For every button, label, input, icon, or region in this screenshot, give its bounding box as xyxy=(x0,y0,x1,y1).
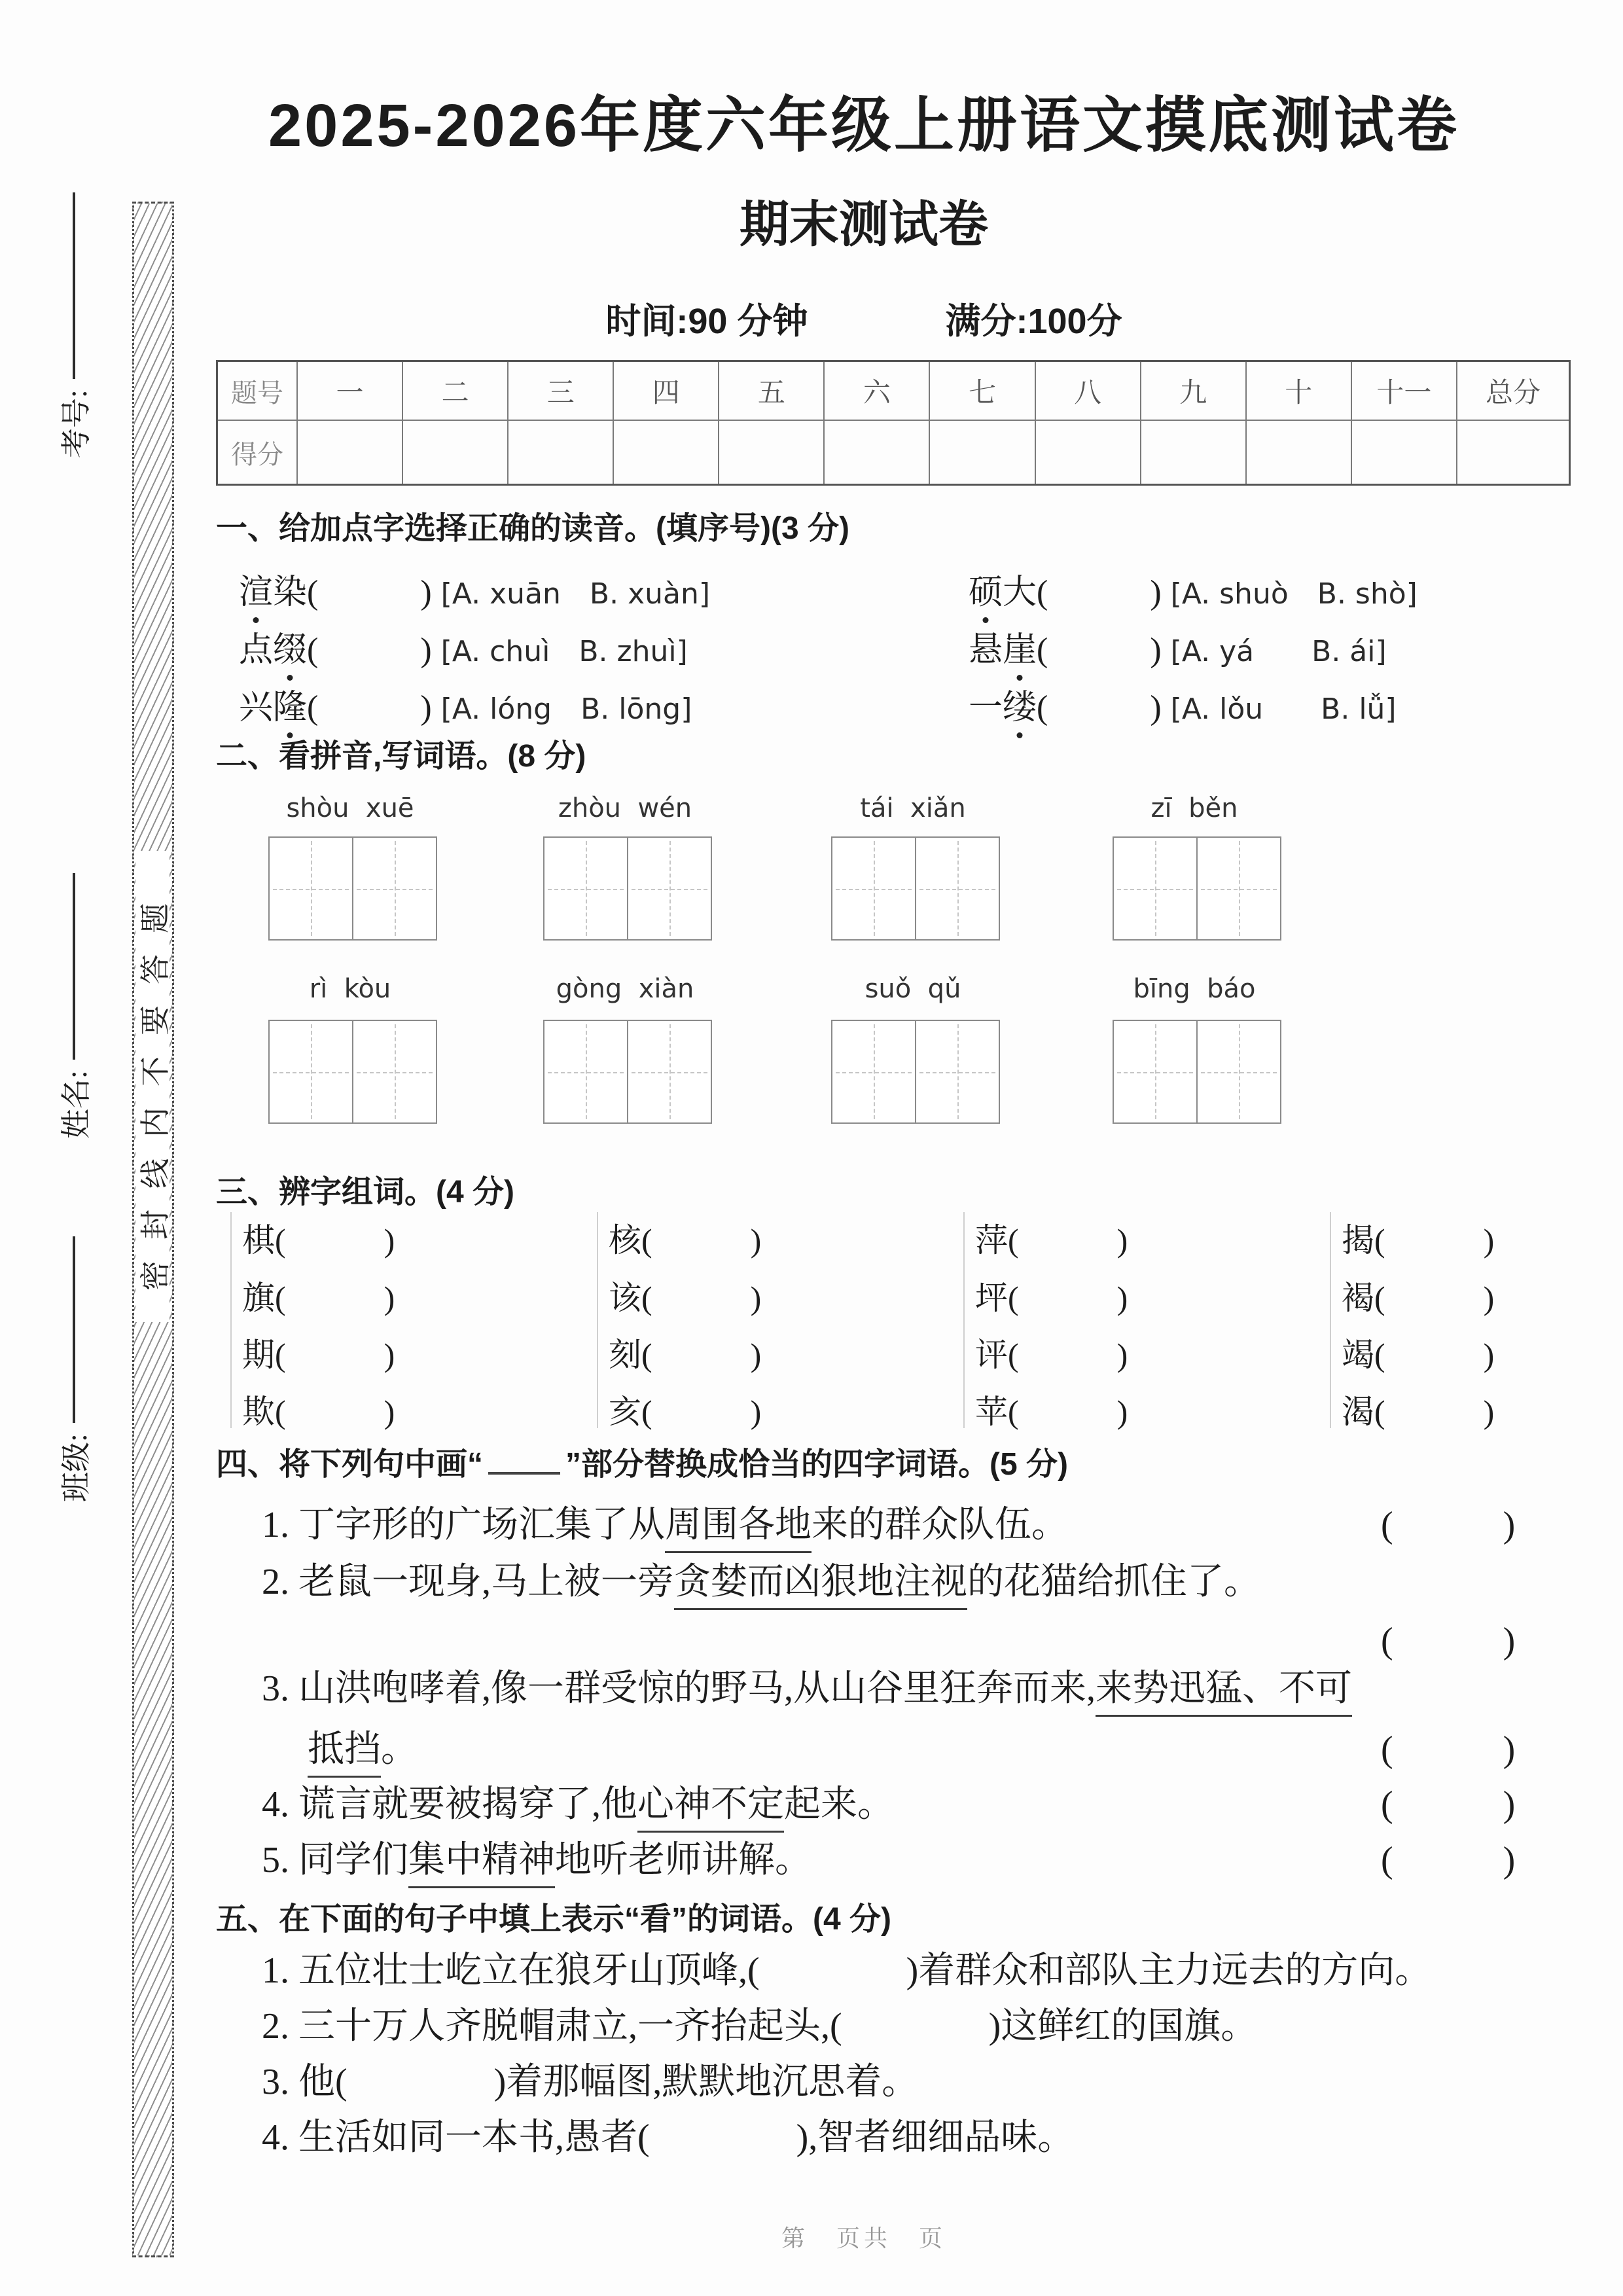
writing-cell[interactable] xyxy=(1198,1020,1281,1124)
q3-cell: 棋( ) xyxy=(242,1222,395,1259)
writing-grid xyxy=(831,836,1000,941)
q1-options: [A. yá B. ái] xyxy=(1170,635,1387,668)
writing-cell[interactable] xyxy=(353,1020,437,1124)
class-blank-line[interactable] xyxy=(73,1236,75,1423)
q1-options: [A. xuān B. xuàn] xyxy=(440,577,711,611)
q3-cell: 评( ) xyxy=(975,1336,1128,1373)
q4-title: 四、将下列句中画“ ”部分替换成恰当的四字词语。(5 分) xyxy=(216,1439,1068,1484)
q5-sentence: 生活如同一本书,愚者( ),智者细细品味。 xyxy=(298,2117,1075,2158)
q1-answer-blank[interactable]: ( ) xyxy=(1037,632,1162,669)
score-col-7: 七 xyxy=(929,361,1035,421)
q1-answer-blank[interactable]: ( ) xyxy=(1037,574,1162,611)
pinyin-tai-xian: tái xiǎn xyxy=(860,793,966,823)
q4-answer-blank[interactable]: ( ) xyxy=(1381,1505,1516,1545)
q2-title: 二、看拼音,写词语。(8 分) xyxy=(216,739,586,774)
score-cell[interactable] xyxy=(929,420,1035,485)
q1-title: 一、给加点字选择正确的读音。(填序号)(3 分) xyxy=(216,511,849,546)
score-row-label: 得分 xyxy=(217,420,298,485)
q3-cell: 褐( ) xyxy=(1342,1280,1495,1316)
q1-answer-blank[interactable]: ( ) xyxy=(1037,689,1162,726)
exam-meta xyxy=(157,293,1571,344)
q3-cell: 竭( ) xyxy=(1342,1336,1495,1373)
dotted-char: 崖 xyxy=(1003,632,1037,669)
q3-answer-blank[interactable]: ( ) xyxy=(275,1222,395,1259)
q3-column-rule xyxy=(230,1212,232,1428)
writing-cell[interactable] xyxy=(1198,836,1281,941)
q3-answer-blank[interactable]: ( ) xyxy=(1374,1393,1495,1430)
writing-cell[interactable] xyxy=(268,1020,353,1124)
q4-item-3-line-1: 3. 山洪咆哮着,像一群受惊的野马,从山谷里狂奔而来,来势迅猛、不可 xyxy=(262,1659,1352,1712)
q1-answer-blank[interactable]: ( ) xyxy=(307,689,432,726)
q5-item-2: 2. 三十万人齐脱帽肃立,一齐抬起头,( )这鲜红的国旗。 xyxy=(262,2006,1258,2047)
pinyin-gong-xian: gòng xiàn xyxy=(556,974,694,1004)
q3-cell: 坪( ) xyxy=(975,1280,1128,1316)
q3-answer-blank[interactable]: ( ) xyxy=(641,1280,762,1316)
q1-options: [A. lóng B. lōng] xyxy=(440,692,692,726)
q4-item-1: 1. 丁字形的广场汇集了从周围各地来的群众队伍。 xyxy=(262,1496,1068,1548)
q3-answer-blank[interactable]: ( ) xyxy=(1008,1222,1128,1259)
dotted-char: 缕 xyxy=(1003,689,1037,726)
pinyin-zi-ben: zī běn xyxy=(1150,793,1238,823)
q3-answer-blank[interactable]: ( ) xyxy=(641,1393,762,1430)
score-cell[interactable] xyxy=(1351,420,1457,485)
writing-cell[interactable] xyxy=(831,1020,916,1124)
q4-answer-blank[interactable]: ( ) xyxy=(1381,1621,1516,1661)
q3-answer-blank[interactable]: ( ) xyxy=(1374,1336,1495,1373)
q3-cell: 旗( ) xyxy=(242,1280,395,1316)
q3-cell: 欺( ) xyxy=(242,1393,395,1430)
q4-answer-blank[interactable]: ( ) xyxy=(1381,1729,1516,1770)
q1-options: [A. chuì B. zhuì] xyxy=(440,635,688,668)
q5-sentence: 他( )着那幅图,默默地沉思着。 xyxy=(298,2062,919,2102)
score-cell[interactable] xyxy=(508,420,613,485)
q3-cell: 揭( ) xyxy=(1342,1222,1495,1259)
q3-cell: 刻( ) xyxy=(609,1336,762,1373)
score-cell[interactable] xyxy=(719,420,824,485)
q3-cell: 苹( ) xyxy=(975,1393,1128,1430)
q3-cell: 期( ) xyxy=(242,1336,395,1373)
score-col-11: 十一 xyxy=(1351,361,1457,421)
dotted-char: 缀 xyxy=(273,632,308,669)
underlined-phrase: 周围各地 xyxy=(665,1505,812,1553)
q5-item-3: 3. 他( )着那幅图,默默地沉思着。 xyxy=(262,2062,919,2102)
underlined-phrase: 贪婪而凶狠地注视 xyxy=(674,1562,967,1610)
writing-cell[interactable] xyxy=(353,836,437,941)
score-col-3: 三 xyxy=(508,361,613,421)
score-cell[interactable] xyxy=(1246,420,1351,485)
title-blank-line xyxy=(488,1443,560,1475)
q1-item-xuanran: 渲染( ) [A. xuān B. xuàn] xyxy=(239,574,711,611)
q1-options: [A. lǒu B. lǚ] xyxy=(1170,692,1397,726)
page-title: 2025-2026年度六年级上册语文摸底测试卷 xyxy=(268,92,1459,159)
class-label: 班级: xyxy=(60,1433,93,1502)
underlined-phrase: 抵挡 xyxy=(308,1729,381,1778)
score-cell[interactable] xyxy=(402,420,508,485)
q3-answer-blank[interactable]: ( ) xyxy=(275,1393,395,1430)
q3-cell: 萍( ) xyxy=(975,1222,1128,1259)
field-class xyxy=(0,1327,228,1502)
underlined-phrase: 来势迅猛、不可 xyxy=(1096,1668,1352,1717)
writing-cell[interactable] xyxy=(543,836,628,941)
q1-row-1 xyxy=(239,564,1587,617)
q3-cell: 亥( ) xyxy=(609,1393,762,1430)
score-col-1: 一 xyxy=(297,361,402,421)
seal-line-text: 密封线内不要答题 xyxy=(139,882,172,1291)
score-col-10: 十 xyxy=(1246,361,1351,421)
score-cell-total[interactable] xyxy=(1457,420,1570,485)
pinyin-suo-qu: suǒ qǔ xyxy=(865,974,961,1004)
q3-cell: 核( ) xyxy=(609,1222,762,1259)
exam-number-blank-line[interactable] xyxy=(73,192,75,379)
score-table-corner: 题号 xyxy=(217,361,298,421)
pinyin-bing-bao: bīng báo xyxy=(1133,974,1256,1004)
q1-row-3 xyxy=(239,679,1587,732)
q4-item-2: 2. 老鼠一现身,马上被一旁贪婪而凶狠地注视的花猫给抓住了。 xyxy=(262,1552,1260,1605)
student-name-blank-line[interactable] xyxy=(73,873,75,1060)
q3-column-rule xyxy=(1330,1212,1331,1428)
student-name-label: 姓名: xyxy=(60,1070,93,1139)
exam-number-label: 考号: xyxy=(60,389,93,458)
q3-answer-blank[interactable]: ( ) xyxy=(1008,1280,1128,1316)
writing-cell[interactable] xyxy=(1113,836,1198,941)
pinyin-shou-xue: shòu xuē xyxy=(286,793,414,823)
q3-answer-blank[interactable]: ( ) xyxy=(641,1336,762,1373)
field-student-name xyxy=(0,964,228,1139)
q3-title: 三、辨字组词。(4 分) xyxy=(216,1175,515,1210)
writing-grid xyxy=(543,836,712,941)
q1-row-2 xyxy=(239,622,1587,674)
q1-item-xuanya: 悬崖( ) [A. yá B. ái] xyxy=(969,632,1387,669)
q5-item-4: 4. 生活如同一本书,愚者( ),智者细细品味。 xyxy=(262,2117,1075,2158)
q3-column-rule xyxy=(597,1212,598,1428)
q3-answer-blank[interactable]: ( ) xyxy=(1374,1222,1495,1259)
q3-cell: 该( ) xyxy=(609,1280,762,1316)
q4-answer-blank[interactable]: ( ) xyxy=(1381,1840,1516,1880)
score-col-4: 四 xyxy=(613,361,719,421)
q3-answer-blank[interactable]: ( ) xyxy=(275,1280,395,1316)
score-col-5: 五 xyxy=(719,361,824,421)
writing-grid xyxy=(1113,1020,1281,1124)
writing-cell[interactable] xyxy=(268,836,353,941)
writing-grid xyxy=(268,836,437,941)
q5-sentence: 三十万人齐脱帽肃立,一齐抬起头,( )这鲜红的国旗。 xyxy=(298,2006,1258,2047)
q4-answer-blank[interactable]: ( ) xyxy=(1381,1784,1516,1825)
page-subtitle: 期末测试卷 xyxy=(740,197,988,253)
writing-grid xyxy=(543,1020,712,1124)
q1-item-dianzhui: 点缀( ) [A. chuì B. zhuì] xyxy=(239,632,688,669)
q3-answer-blank[interactable]: ( ) xyxy=(641,1222,762,1259)
pinyin-ri-kou: rì kòu xyxy=(309,974,391,1004)
q3-answer-blank[interactable]: ( ) xyxy=(1374,1280,1495,1316)
q3-answer-blank[interactable]: ( ) xyxy=(275,1336,395,1373)
score-cell[interactable] xyxy=(824,420,929,485)
score-cell[interactable] xyxy=(1035,420,1141,485)
q4-item-3-line-2: 抵挡。 xyxy=(308,1720,418,1772)
dotted-char: 硕 xyxy=(969,574,1003,611)
writing-cell[interactable] xyxy=(628,836,712,941)
writing-cell[interactable] xyxy=(1113,1020,1198,1124)
q1-item-shuoda: 硕大( ) [A. shuò B. shò] xyxy=(969,574,1418,611)
page-footer: 第 页共 页 xyxy=(781,2225,946,2251)
q3-answer-blank[interactable]: ( ) xyxy=(1008,1336,1128,1373)
dotted-char: 隆 xyxy=(273,689,308,726)
writing-cell[interactable] xyxy=(916,1020,1000,1124)
score-col-8: 八 xyxy=(1035,361,1141,421)
score-cell[interactable] xyxy=(297,420,402,485)
score-col-9: 九 xyxy=(1141,361,1246,421)
q3-column-rule xyxy=(963,1212,965,1428)
writing-grid xyxy=(831,1020,1000,1124)
writing-grid xyxy=(268,1020,437,1124)
q4-item-4: 4. 谎言就要被揭穿了,他心神不定起来。 xyxy=(262,1775,894,1827)
score-col-total: 总分 xyxy=(1457,361,1570,421)
underlined-phrase: 集中精神 xyxy=(408,1840,555,1888)
score-col-6: 六 xyxy=(824,361,929,421)
score-cell[interactable] xyxy=(1141,420,1246,485)
writing-cell[interactable] xyxy=(831,836,916,941)
pinyin-zhou-wen: zhòu wén xyxy=(558,793,692,823)
q3-answer-blank[interactable]: ( ) xyxy=(1008,1393,1128,1430)
q5-item-1: 1. 五位壮士屹立在狼牙山顶峰,( )着群众和部队主力远去的方向。 xyxy=(262,1950,1432,1991)
q1-item-yilv: 一缕( ) [A. lǒu B. lǚ] xyxy=(969,689,1397,726)
writing-cell[interactable] xyxy=(543,1020,628,1124)
time-limit: 时间:90 分钟 xyxy=(605,302,808,341)
writing-grid xyxy=(1113,836,1281,941)
writing-cell[interactable] xyxy=(628,1020,712,1124)
q5-sentence: 五位壮士屹立在狼牙山顶峰,( )着群众和部队主力远去的方向。 xyxy=(298,1950,1432,1991)
q1-answer-blank[interactable]: ( ) xyxy=(307,632,432,669)
dotted-char: 渲 xyxy=(239,574,274,611)
writing-cell[interactable] xyxy=(916,836,1000,941)
q5-title: 五、在下面的句子中填上表示“看”的词语。(4 分) xyxy=(216,1902,892,1937)
score-col-2: 二 xyxy=(402,361,508,421)
q4-item-5: 5. 同学们集中精神地听老师讲解。 xyxy=(262,1831,812,1883)
underlined-phrase: 心神不定 xyxy=(637,1784,784,1833)
q1-options: [A. shuò B. shò] xyxy=(1170,577,1418,611)
score-table xyxy=(216,360,1571,486)
q3-cell: 渴( ) xyxy=(1342,1393,1495,1430)
q1-answer-blank[interactable]: ( ) xyxy=(307,574,432,611)
q1-item-xinglong: 兴隆( ) [A. lóng B. lōng] xyxy=(239,689,692,726)
score-cell[interactable] xyxy=(613,420,719,485)
full-score: 满分:100分 xyxy=(945,302,1122,341)
